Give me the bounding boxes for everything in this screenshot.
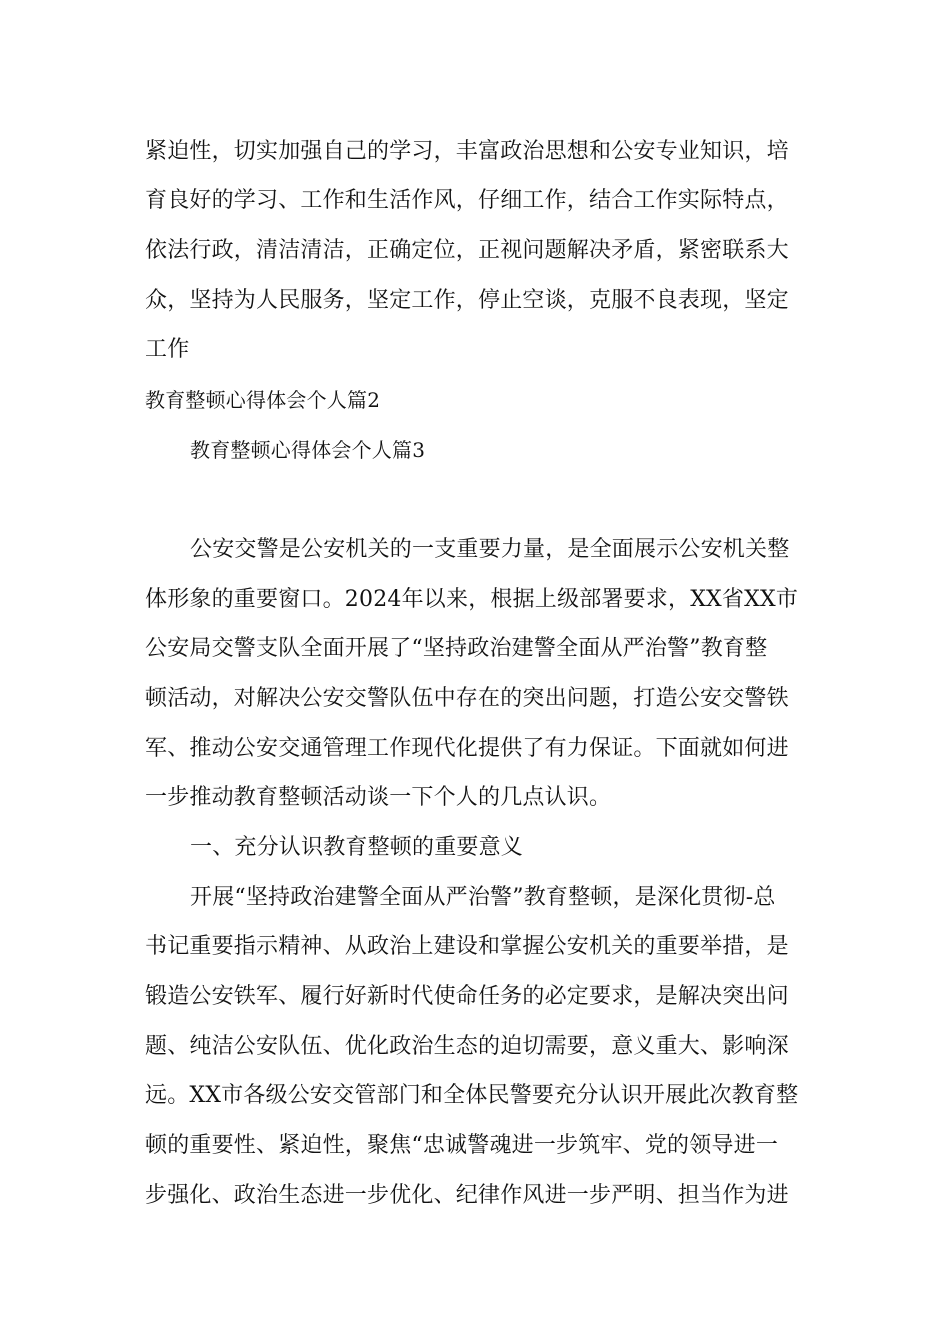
paragraph-line: 顿的重要性、紧迫性，聚焦“忠诚警魂进一步筑牢、党的领导进一: [145, 1133, 779, 1158]
paragraph-line: 一步推动教育整顿活动谈一下个人的几点认识。: [145, 785, 612, 810]
paragraph-line: 题、纯洁公安队伍、优化政治生态的迫切需要，意义重大、影响深: [145, 1034, 789, 1059]
paragraph-line: 开展“坚持政治建警全面从严治警”教育整顿，是深化贯彻-总: [190, 885, 776, 910]
paragraph-line: 依法行政，清洁清洁，正确定位，正视问题解决矛盾，紧密联系大: [145, 238, 789, 263]
paragraph-line: 体形象的重要窗口。2024年以来，根据上级部署要求，XX省XX市: [145, 587, 799, 612]
section-heading: 教育整顿心得体会个人篇2: [145, 388, 381, 412]
paragraph-line: 众，坚持为人民服务，坚定工作，停止空谈，克服不良表现，坚定: [145, 288, 789, 313]
paragraph-line: 顿活动，对解决公安交警队伍中存在的突出问题，打造公安交警铁: [145, 686, 789, 711]
paragraph-line: 书记重要指示精神、从政治上建设和掌握公安机关的重要举措，是: [145, 934, 789, 959]
paragraph-line: 公安局交警支队全面开展了“坚持政治建警全面从严治警”教育整: [145, 636, 768, 661]
paragraph-line: 远。XX市各级公安交管部门和全体民警要充分认识开展此次教育整: [145, 1083, 799, 1108]
section-heading: 教育整顿心得体会个人篇3: [190, 438, 426, 462]
paragraph-line: 育良好的学习、工作和生活作风，仔细工作，结合工作实际特点，: [145, 188, 789, 213]
paragraph-line: 紧迫性，切实加强自己的学习，丰富政治思想和公安专业知识，培: [145, 139, 789, 164]
subsection-title: 一、充分认识教育整顿的重要意义: [190, 835, 524, 860]
paragraph-line: 工作: [145, 337, 190, 362]
paragraph-line: 军、推动公安交通管理工作现代化提供了有力保证。下面就如何进: [145, 736, 789, 761]
paragraph-line: 公安交警是公安机关的一支重要力量，是全面展示公安机关整: [190, 537, 790, 562]
paragraph-line: 步强化、政治生态进一步优化、纪律作风进一步严明、担当作为进: [145, 1183, 789, 1208]
paragraph-line: 锻造公安铁军、履行好新时代使命任务的必定要求，是解决突出问: [145, 984, 789, 1009]
